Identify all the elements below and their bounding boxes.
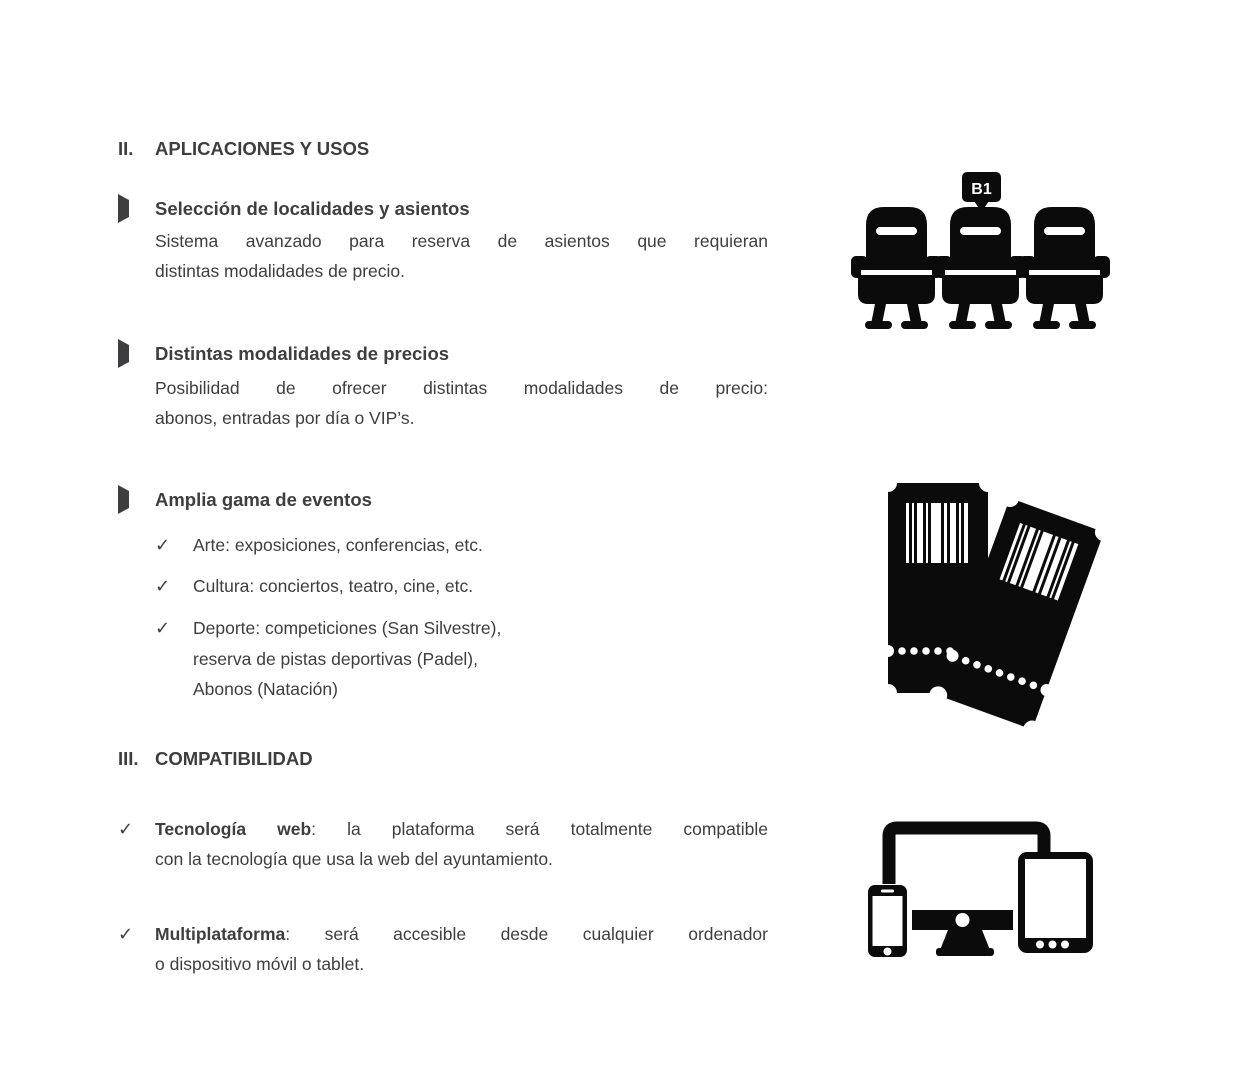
check-item-line: o dispositivo móvil o tablet. xyxy=(155,954,365,974)
paragraph-seleccion xyxy=(155,226,768,286)
check-icon: ✓ xyxy=(155,618,171,638)
check-item-line: con la tecnología que usa la web del ayuntamiento. xyxy=(155,849,553,869)
triangle-bullet-icon xyxy=(118,339,129,368)
section-title: APLICACIONES Y USOS xyxy=(155,138,370,159)
responsive-devices-icon xyxy=(858,812,1108,972)
section-numeral: II. xyxy=(118,138,134,159)
tablet xyxy=(1018,852,1093,953)
check-item-text: Abonos (Natación) xyxy=(193,679,338,699)
term-bold: Multiplataforma xyxy=(155,924,286,944)
bullet-title: Selección de localidades y asientos xyxy=(155,198,470,219)
check-item-arte xyxy=(155,530,483,560)
check-item-tecnologia-web xyxy=(118,814,768,874)
section-heading-aplicaciones xyxy=(118,138,369,160)
term-bold: Tecnología web xyxy=(155,819,312,839)
tickets-icon xyxy=(878,478,1118,730)
section-numeral: III. xyxy=(118,748,139,769)
check-item-text: reserva de pistas deportivas (Padel), xyxy=(193,648,478,669)
check-icon: ✓ xyxy=(118,924,134,944)
paragraph-line: distintas modalidades de precio. xyxy=(155,261,406,281)
check-item-cultura xyxy=(155,571,473,601)
check-item-line: Tecnología web: la plataforma será totalmente compatible xyxy=(155,819,768,839)
bullet-seleccion-localidades xyxy=(118,198,470,220)
paragraph-line: abonos, entradas por día o VIP’s. xyxy=(155,408,415,428)
check-item-text: Arte: exposiciones, conferencias, etc. xyxy=(193,535,483,555)
paragraph-line: Sistema avanzado para reserva de asientos que requieran xyxy=(155,231,768,251)
bullet-modalidades-precios xyxy=(118,343,449,365)
check-icon: ✓ xyxy=(118,819,134,839)
check-icon: ✓ xyxy=(155,576,171,596)
paragraph-modalidades xyxy=(155,373,768,433)
paragraph-line: Posibilidad de ofrecer distintas modalidades de precio: xyxy=(155,378,768,398)
theater-seats-icon xyxy=(850,170,1111,335)
smartphone xyxy=(868,885,907,957)
check-item-deporte xyxy=(155,613,501,705)
bullet-amplia-gama xyxy=(118,489,372,511)
seat-badge xyxy=(962,172,1001,212)
triangle-bullet-icon xyxy=(118,485,129,514)
section-title: COMPATIBILIDAD xyxy=(155,748,313,769)
triangle-bullet-icon xyxy=(118,194,129,223)
check-item-text: Deporte: competiciones (San Silvestre), xyxy=(193,618,502,638)
section-heading-compatibilidad xyxy=(118,748,313,770)
check-item-multiplataforma xyxy=(118,919,768,979)
check-item-text: Cultura: conciertos, teatro, cine, etc. xyxy=(193,576,474,596)
bullet-title: Amplia gama de eventos xyxy=(155,489,372,510)
check-icon: ✓ xyxy=(155,535,171,555)
bullet-title: Distintas modalidades de precios xyxy=(155,343,450,364)
seat-badge-label: B1 xyxy=(971,181,992,198)
check-item-line: Multiplataforma: será accesible desde cualquier ordenador xyxy=(155,924,768,944)
